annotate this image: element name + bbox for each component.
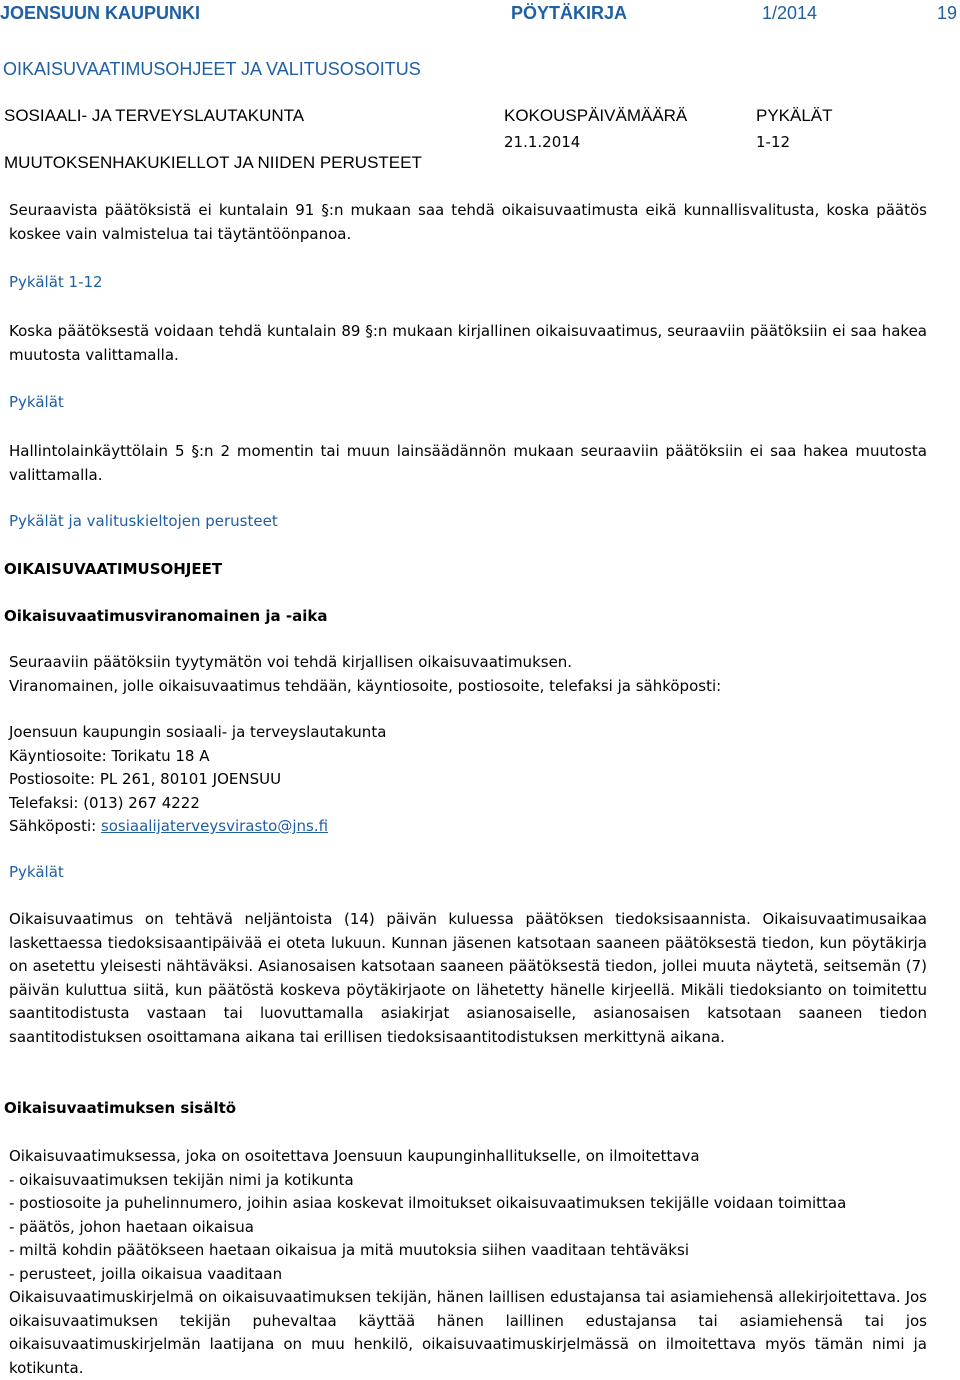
content-block xyxy=(9,1145,927,1286)
authority-heading: Oikaisuvaatimusviranomainen ja -aika xyxy=(4,607,328,625)
content-item: - päätös, johon haetaan oikaisua xyxy=(9,1217,254,1236)
instructions-intro-1: Seuraaviin päätöksiin tyytymätön voi tehdä kirjallisen oikaisuvaatimuksen. xyxy=(9,653,573,671)
content-item: - oikaisuvaatimuksen tekijän nimi ja kotikunta xyxy=(9,1170,354,1189)
email-link[interactable]: sosiaalijaterveysvirasto@jns.fi xyxy=(100,817,329,835)
meeting-date: 21.1.2014 xyxy=(504,133,581,151)
appeal-title: OIKAISUVAATIMUSOHJEET JA VALITUSOSOITUS xyxy=(3,59,421,79)
appeal-time-paragraph: Oikaisuvaatimus on tehtävä neljäntoista (14) päivän kuluessa päätöksen tiedoksisaannista. Oikaisuvaatimusaikaa laskettaessa tiedoksisaantipäivää ei oteta lukuun. Kunnan jäsenen katsotaan saaneen päätöksestä tiedon, kun pöytäkirja on asetettu yleisesti nähtäväksi. Asianosaisen katsotaan saaneen päätöksestä tiedon, jollei muuta näytetä, seitsemän (7) päivän kuluttua siitä, kun päätöstä koskeva pöytäkirjaote on lähetetty hänelle kirjeellä. Mikäli tiedoksianto on toimitettu saantitodistusta vastaan tai luovuttamalla asiakirjat asianosaiselle, asianosaisen katsotaan saaneen tiedon saantitodistuksen osoittamana aikana tai erillisen tiedoksisaantitodistuksen merkittynä aikana. xyxy=(9,910,927,1046)
city-name: JOENSUUN KAUPUNKI xyxy=(0,3,201,23)
visit-address: Käyntiosoite: Torikatu 18 A xyxy=(9,747,210,765)
post-address: Postiosoite: PL 261, 80101 JOENSUU xyxy=(9,770,282,788)
issue-number: 1/2014 xyxy=(762,3,818,23)
content-intro: Oikaisuvaatimuksessa, joka on osoitettava Joensuun kaupunginhallitukselle, on ilmoitettava xyxy=(9,1147,700,1165)
meeting-date-label: KOKOUSPÄIVÄMÄÄRÄ xyxy=(504,106,688,125)
content-heading: Oikaisuvaatimuksen sisältö xyxy=(4,1099,237,1117)
authority-name: Joensuun kaupungin sosiaali- ja terveyslautakunta xyxy=(9,723,387,741)
p2-sections: Pykälät xyxy=(9,393,64,411)
paragraph-no-appeal: Seuraavista päätöksistä ei kuntalain 91 §:n mukaan saa tehdä oikaisuvaatimusta eikä kunnallisvalitusta, koska päätös koskee vain valmistelua tai täytäntöönpanoa. xyxy=(9,201,927,243)
signature-paragraph: Oikaisuvaatimuskirjelmä on oikaisuvaatimuksen tekijän, hänen laillisen edustajansa tai asiamiehensä allekirjoitettava. Jos oikaisuvaatimuksen tekijän puhevaltaa käyttää hänen laillinen edustajansa tai asiamiehensä tai jos oikaisuvaatimuskirjelmän laatijana on muu henkilö, oikaisuvaatimuskirjelmässä on ilmoitettava myös tämän nimi ja kotikunta. xyxy=(9,1288,927,1377)
instructions-intro-2: Viranomainen, jolle oikaisuvaatimus tehdään, käyntiosoite, postiosoite, telefaksi ja sähköposti: xyxy=(9,677,722,695)
paragraph-administrative-law: Hallintolainkäyttölain 5 §:n 2 momentin tai muun lainsäädännön mukaan seuraaviin päätöksiin ei saa hakea muutosta valittamalla. xyxy=(9,442,927,484)
paragraph-written-claim: Koska päätöksestä voidaan tehdä kuntalain 89 §:n mukaan kirjallinen oikaisuvaatimus, seuraaviin päätöksiin ei saa hakea muutosta valittamalla. xyxy=(9,322,927,364)
page-number: 19 xyxy=(937,3,958,23)
fax-number: Telefaksi: (013) 267 4222 xyxy=(9,794,200,812)
instructions-heading: OIKAISUVAATIMUSOHJEET xyxy=(4,560,223,578)
content-item: - postiosoite ja puhelinnumero, joihin asiaa koskevat ilmoitukset oikaisuvaatimuksen tekijälle voidaan toimittaa xyxy=(9,1194,847,1212)
sections-range: 1-12 xyxy=(756,133,791,151)
email-label: Sähköposti: xyxy=(9,817,101,835)
p3-sections: Pykälät ja valituskieltojen perusteet xyxy=(9,512,278,530)
content-item: - miltä kohdin päätökseen haetaan oikaisua ja mitä muutoksia siihen vaaditaan tehtäväksi xyxy=(9,1241,689,1259)
restrictions-heading: MUUTOKSENHAKUKIELLOT JA NIIDEN PERUSTEET xyxy=(4,153,422,172)
p1-sections: Pykälät 1-12 xyxy=(9,273,103,291)
sections-label: PYKÄLÄT xyxy=(756,106,833,125)
content-item: - perusteet, joilla oikaisua vaaditaan xyxy=(9,1264,283,1283)
email-row xyxy=(9,815,328,839)
instructions-sections: Pykälät xyxy=(9,863,64,881)
document-type: PÖYTÄKIRJA xyxy=(511,3,628,23)
board-name: SOSIAALI- JA TERVEYSLAUTAKUNTA xyxy=(4,106,305,125)
